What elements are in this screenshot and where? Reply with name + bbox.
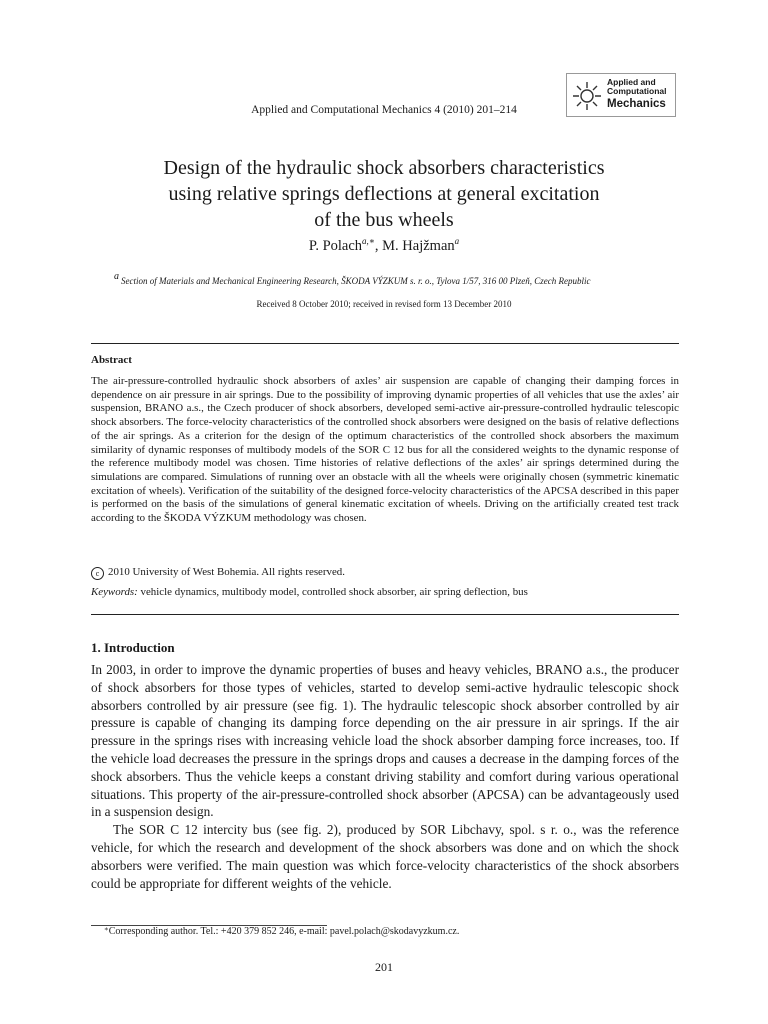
keywords-label: Keywords:: [91, 586, 138, 598]
author-2: M. Hajžman: [382, 237, 455, 254]
title-line-3: of the bus wheels: [314, 209, 454, 231]
journal-reference: Applied and Computational Mechanics 4 (2010) 201–214: [251, 104, 517, 116]
paragraph-1: In 2003, in order to improve the dynamic properties of buses and heavy vehicles, BRANO a.s., the producer of shock absorbers for those types of vehicles, started to develop semi-active hydraulic telescopic shock absorbers controlled by air pressure (see fig. 1). The hydraulic telescopic shock absorber controlled by air pressure is capable of changing its damping force depending on the air pressure in air springs. If the air pressure in the springs rises with increasing vehicle load the shock absorber damping force increases, too. If the vehicle load decreases the pressure in the springs drops and causes a decrease in the damping forces of the shock absorbers. Thus the vehicle keeps a constant driving stability and comfort during various operational situations. This property of the air-pressure-controlled shock absorber (APCSA) can be advantageously used in a suspension design.: [91, 662, 679, 820]
footnote-marker: ∗: [104, 925, 109, 933]
paragraph-2: The SOR C 12 intercity bus (see fig. 2), produced by SOR Libchavy, spol. s r. o., was the reference vehicle, for which the research and development of the shock absorbers was done and on which the shock absorbers were verified. The main question was which force-velocity characteristics of the shock absorbers could be appropriate for different weights of the vehicle.: [91, 822, 679, 891]
received-dates: Received 8 October 2010; received in revised form 13 December 2010: [256, 299, 512, 309]
journal-logo: [566, 73, 676, 117]
copyright-text: 2010 University of West Bohemia. All rights reserved.: [108, 566, 345, 578]
abstract-top-rule: [91, 343, 679, 344]
author-2-affiliation-marker: a: [454, 236, 460, 246]
author-1: P. Polach: [308, 237, 363, 254]
affiliation-marker: a: [114, 271, 119, 282]
gear-logo-icon: [571, 80, 603, 112]
paper-title: [0, 155, 768, 233]
logo-text-line1: Applied and: [607, 77, 656, 87]
copyright-icon: c: [91, 567, 104, 580]
abstract-text: The air-pressure-controlled hydraulic shock absorbers of axles’ air suspension are capable of changing their damping forces in dependence on air pressure in air springs. Due to the possibility of improving dynamic properties of all vehicles that use the axles’ air suspension, BRANO a.s., the Czech producer of shock absorbers, developed semi-active air-pressure-controlled hydraulic telescopic shock absorbers. The force-velocity characteristics of the controlled shock absorbers were designed on the basis of relative deflections of the air springs. As a criterion for the design of the optimum characteristics of the controlled shock absorbers the maximum similarity of dynamic responses of multibody models of the SOR C 12 bus for all the considered weights to the dynamic response of the reference multibody model was chosen. Time histories of relative deflections of the axles’ air springs determined during the simulations are compared. Simulations of running over an obstacle with all the wheels were originally chosen (symmetric kinematic excitation of wheels). Verification of the suitability of the designed force-velocity characteristics of the APCSA described in this paper is performed on the basis of the simulations of general kinematic excitation of wheels. Driving on the artificially created test track according to the ŠKODA VÝZKUM methodology was chosen.: [91, 375, 679, 525]
logo-text-line3: Mechanics: [607, 98, 666, 110]
affiliation-text: Section of Materials and Mechanical Engineering Research, ŠKODA VÝZKUM s. r. o., Tylova 1/57, 316 00 Plzeň, Czech Republic: [121, 276, 591, 286]
abstract-heading: Abstract: [91, 354, 132, 366]
footnote: [104, 926, 459, 937]
title-line-1: Design of the hydraulic shock absorbers characteristics: [163, 157, 605, 179]
page-number: 201: [375, 960, 393, 974]
author-separator: ,: [374, 237, 383, 254]
abstract-bottom-rule: [91, 614, 679, 615]
copyright-line: [91, 566, 345, 580]
author-list: [0, 236, 768, 255]
keywords-text: vehicle dynamics, multibody model, controlled shock absorber, air spring deflection, bus: [140, 586, 528, 598]
introduction-body: [91, 661, 679, 892]
author-1-affiliation-marker: a,∗: [362, 236, 375, 246]
title-line-2: using relative springs deflections at general excitation: [168, 183, 600, 205]
section-heading-introduction: 1. Introduction: [91, 640, 175, 655]
affiliation: [114, 271, 674, 287]
logo-text-line2: Computational: [607, 86, 667, 96]
footnote-text: Corresponding author. Tel.: +420 379 852 246, e-mail: pavel.polach@skodavyzkum.cz.: [108, 926, 460, 937]
keywords-line: [91, 586, 528, 598]
